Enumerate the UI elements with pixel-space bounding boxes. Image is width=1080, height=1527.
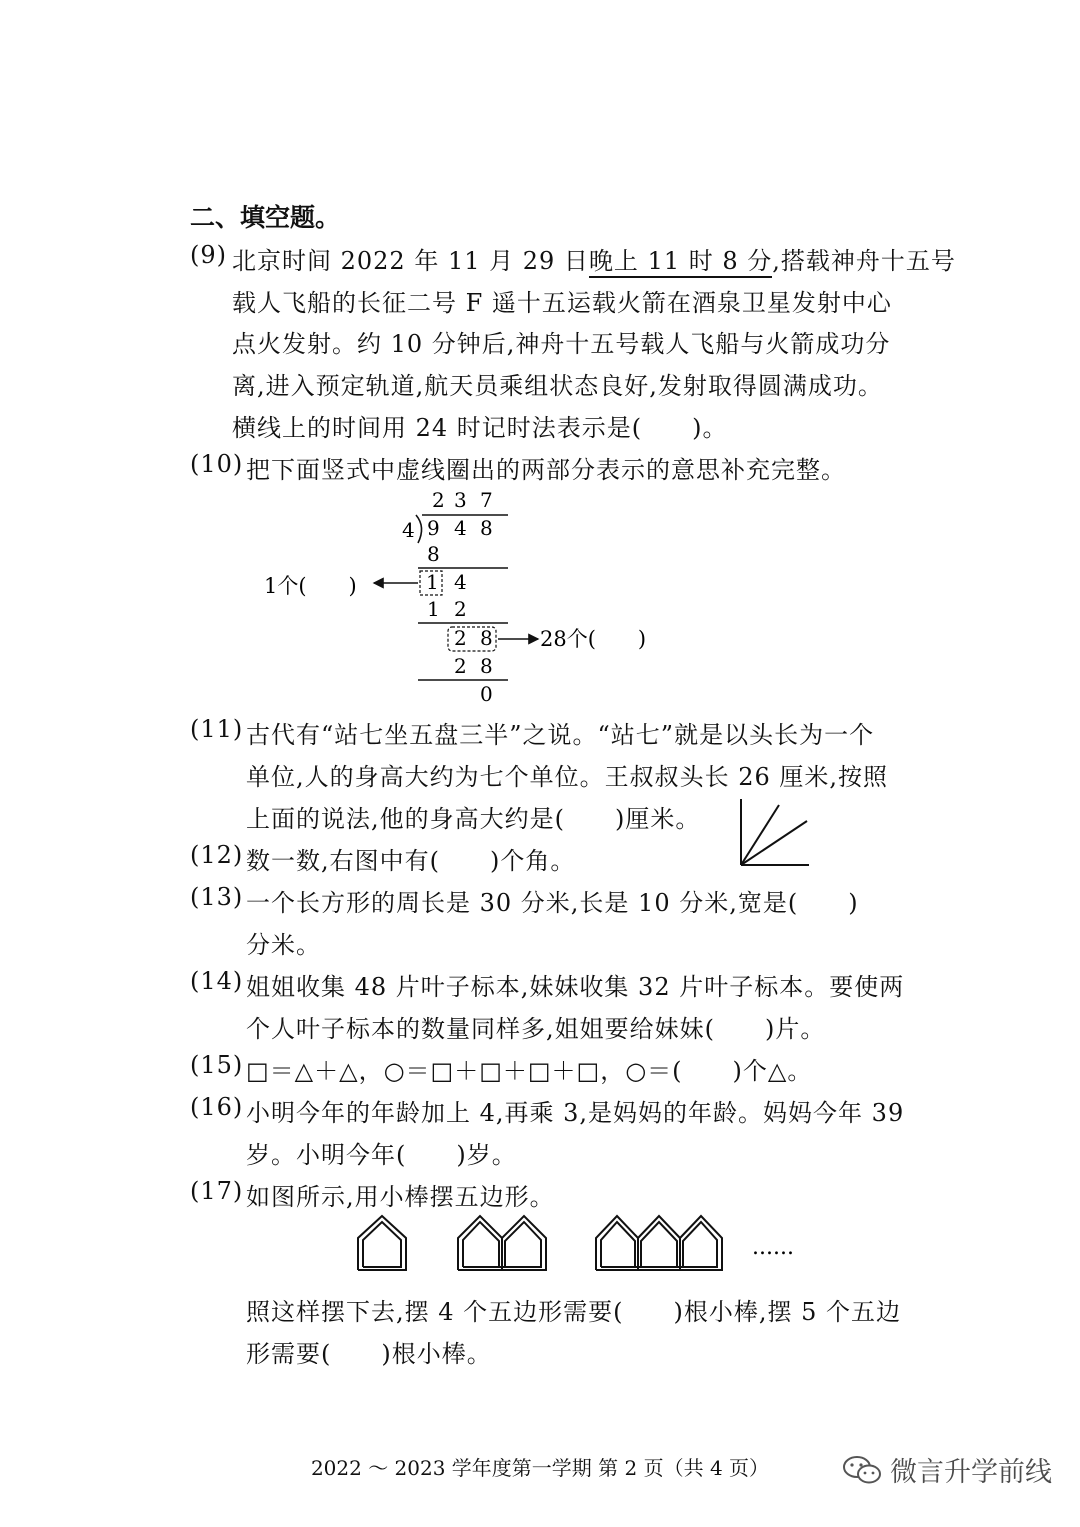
q9-line-1-b: ,搭载神舟十五号 [772,247,956,275]
pattern-3-pentagons [596,1216,722,1270]
q12-text: 数一数,右图中有( )个角。 [246,847,576,875]
section-title: 二、填空题。 [190,203,341,232]
q17-number: (17) [190,1177,244,1205]
q9-underlined-time: 晚上 11 时 8 分 [589,247,772,278]
q14-number: (14) [190,967,244,995]
pattern-1-pentagon [358,1216,406,1270]
right-label: 28个( ) [540,627,647,651]
q17-line-2: 照这样摆下去,摆 4 个五边形需要( )根小棒,摆 5 个五边 [246,1298,902,1326]
q9-line-1 [232,241,956,276]
q9-number: (9) [190,241,227,269]
dividend-digit-2: 4 [454,516,467,540]
dividend-digit-3: 8 [480,516,493,540]
q9-line-3: 点火发射。约 10 分钟后,神舟十五号载人飞船与火箭成功分 [232,330,891,358]
watermark [842,1450,1052,1489]
q16-number: (16) [190,1093,244,1121]
pattern-2-pentagons [458,1216,546,1270]
q10-number: (10) [190,450,244,478]
angle-figure [735,795,815,870]
step5-digit-2: 8 [480,654,493,678]
quotient-digit-3: 7 [480,488,493,512]
q16-line-1: 小明今年的年龄加上 4,再乘 3,是妈妈的年龄。妈妈今年 39 [246,1099,905,1127]
q15-number: (15) [190,1051,244,1079]
page-footer: 2022 ～ 2023 学年度第一学期 第 2 页（共 4 页） [310,1456,770,1480]
q9-line-1-a: 北京时间 2022 年 11 月 29 日 [232,247,589,275]
long-division-diagram [250,485,700,710]
remainder: 0 [480,682,493,706]
watermark-text: 微言升学前线 [890,1457,1052,1488]
q15-text: □＝△＋△，○＝□＋□＋□＋□，○＝( )个△。 [246,1057,813,1085]
q9-line-5: 横线上的时间用 24 时记时法表示是( )。 [232,414,728,442]
q17-line-3: 形需要( )根小棒。 [246,1340,492,1368]
q12-number: (12) [190,841,244,869]
step3-digit-1: 1 [427,597,440,621]
pentagon-sticks-figure [350,1212,810,1274]
q11-number: (11) [190,715,244,743]
step3-digit-2: 2 [454,597,467,621]
q10-text: 把下面竖式中虚线圈出的两部分表示的意思补充完整。 [246,456,846,484]
step4-digit-2: 8 [480,626,493,650]
q11-line-3: 上面的说法,他的身高大约是( )厘米。 [246,805,701,833]
wechat-icon [842,1454,882,1486]
step2-boxed-digit: 1 [426,570,439,594]
q11-line-1: 古代有“站七坐五盘三半”之说。“站七”就是以头长为一个 [246,721,875,749]
q11-line-2: 单位,人的身高大约为七个单位。王叔叔头长 26 厘米,按照 [246,763,889,791]
q9-line-2: 载人飞船的长征二号 F 遥十五运载火箭在酒泉卫星发射中心 [232,289,892,317]
q17-text: 如图所示,用小棒摆五边形。 [246,1183,555,1211]
q13-number: (13) [190,883,244,911]
q16-line-2: 岁。小明今年( )岁。 [246,1141,517,1169]
left-label: 1个( ) [264,574,357,598]
step5-digit-1: 2 [454,654,467,678]
step1-product: 8 [427,542,440,566]
quotient-digit-1: 2 [432,488,445,512]
q9-line-4: 离,进入预定轨道,航天员乘组状态良好,发射取得圆满成功。 [232,372,883,400]
quotient-digit-2: 3 [454,488,467,512]
divisor: 4 [402,518,415,542]
pattern-ellipsis: ...... [752,1235,794,1260]
q13-line-2: 分米。 [246,931,321,959]
q13-line-1: 一个长方形的周长是 30 分米,长是 10 分米,宽是( ) [246,889,859,917]
step4-digit-1: 2 [454,626,467,650]
dividend-digit-1: 9 [427,516,440,540]
q14-line-1: 姐姐收集 48 片叶子标本,妹妹收集 32 片叶子标本。要使两 [246,973,905,1001]
q14-line-2: 个人叶子标本的数量同样多,姐姐要给妹妹( )片。 [246,1015,826,1043]
step2-digit: 4 [454,570,467,594]
